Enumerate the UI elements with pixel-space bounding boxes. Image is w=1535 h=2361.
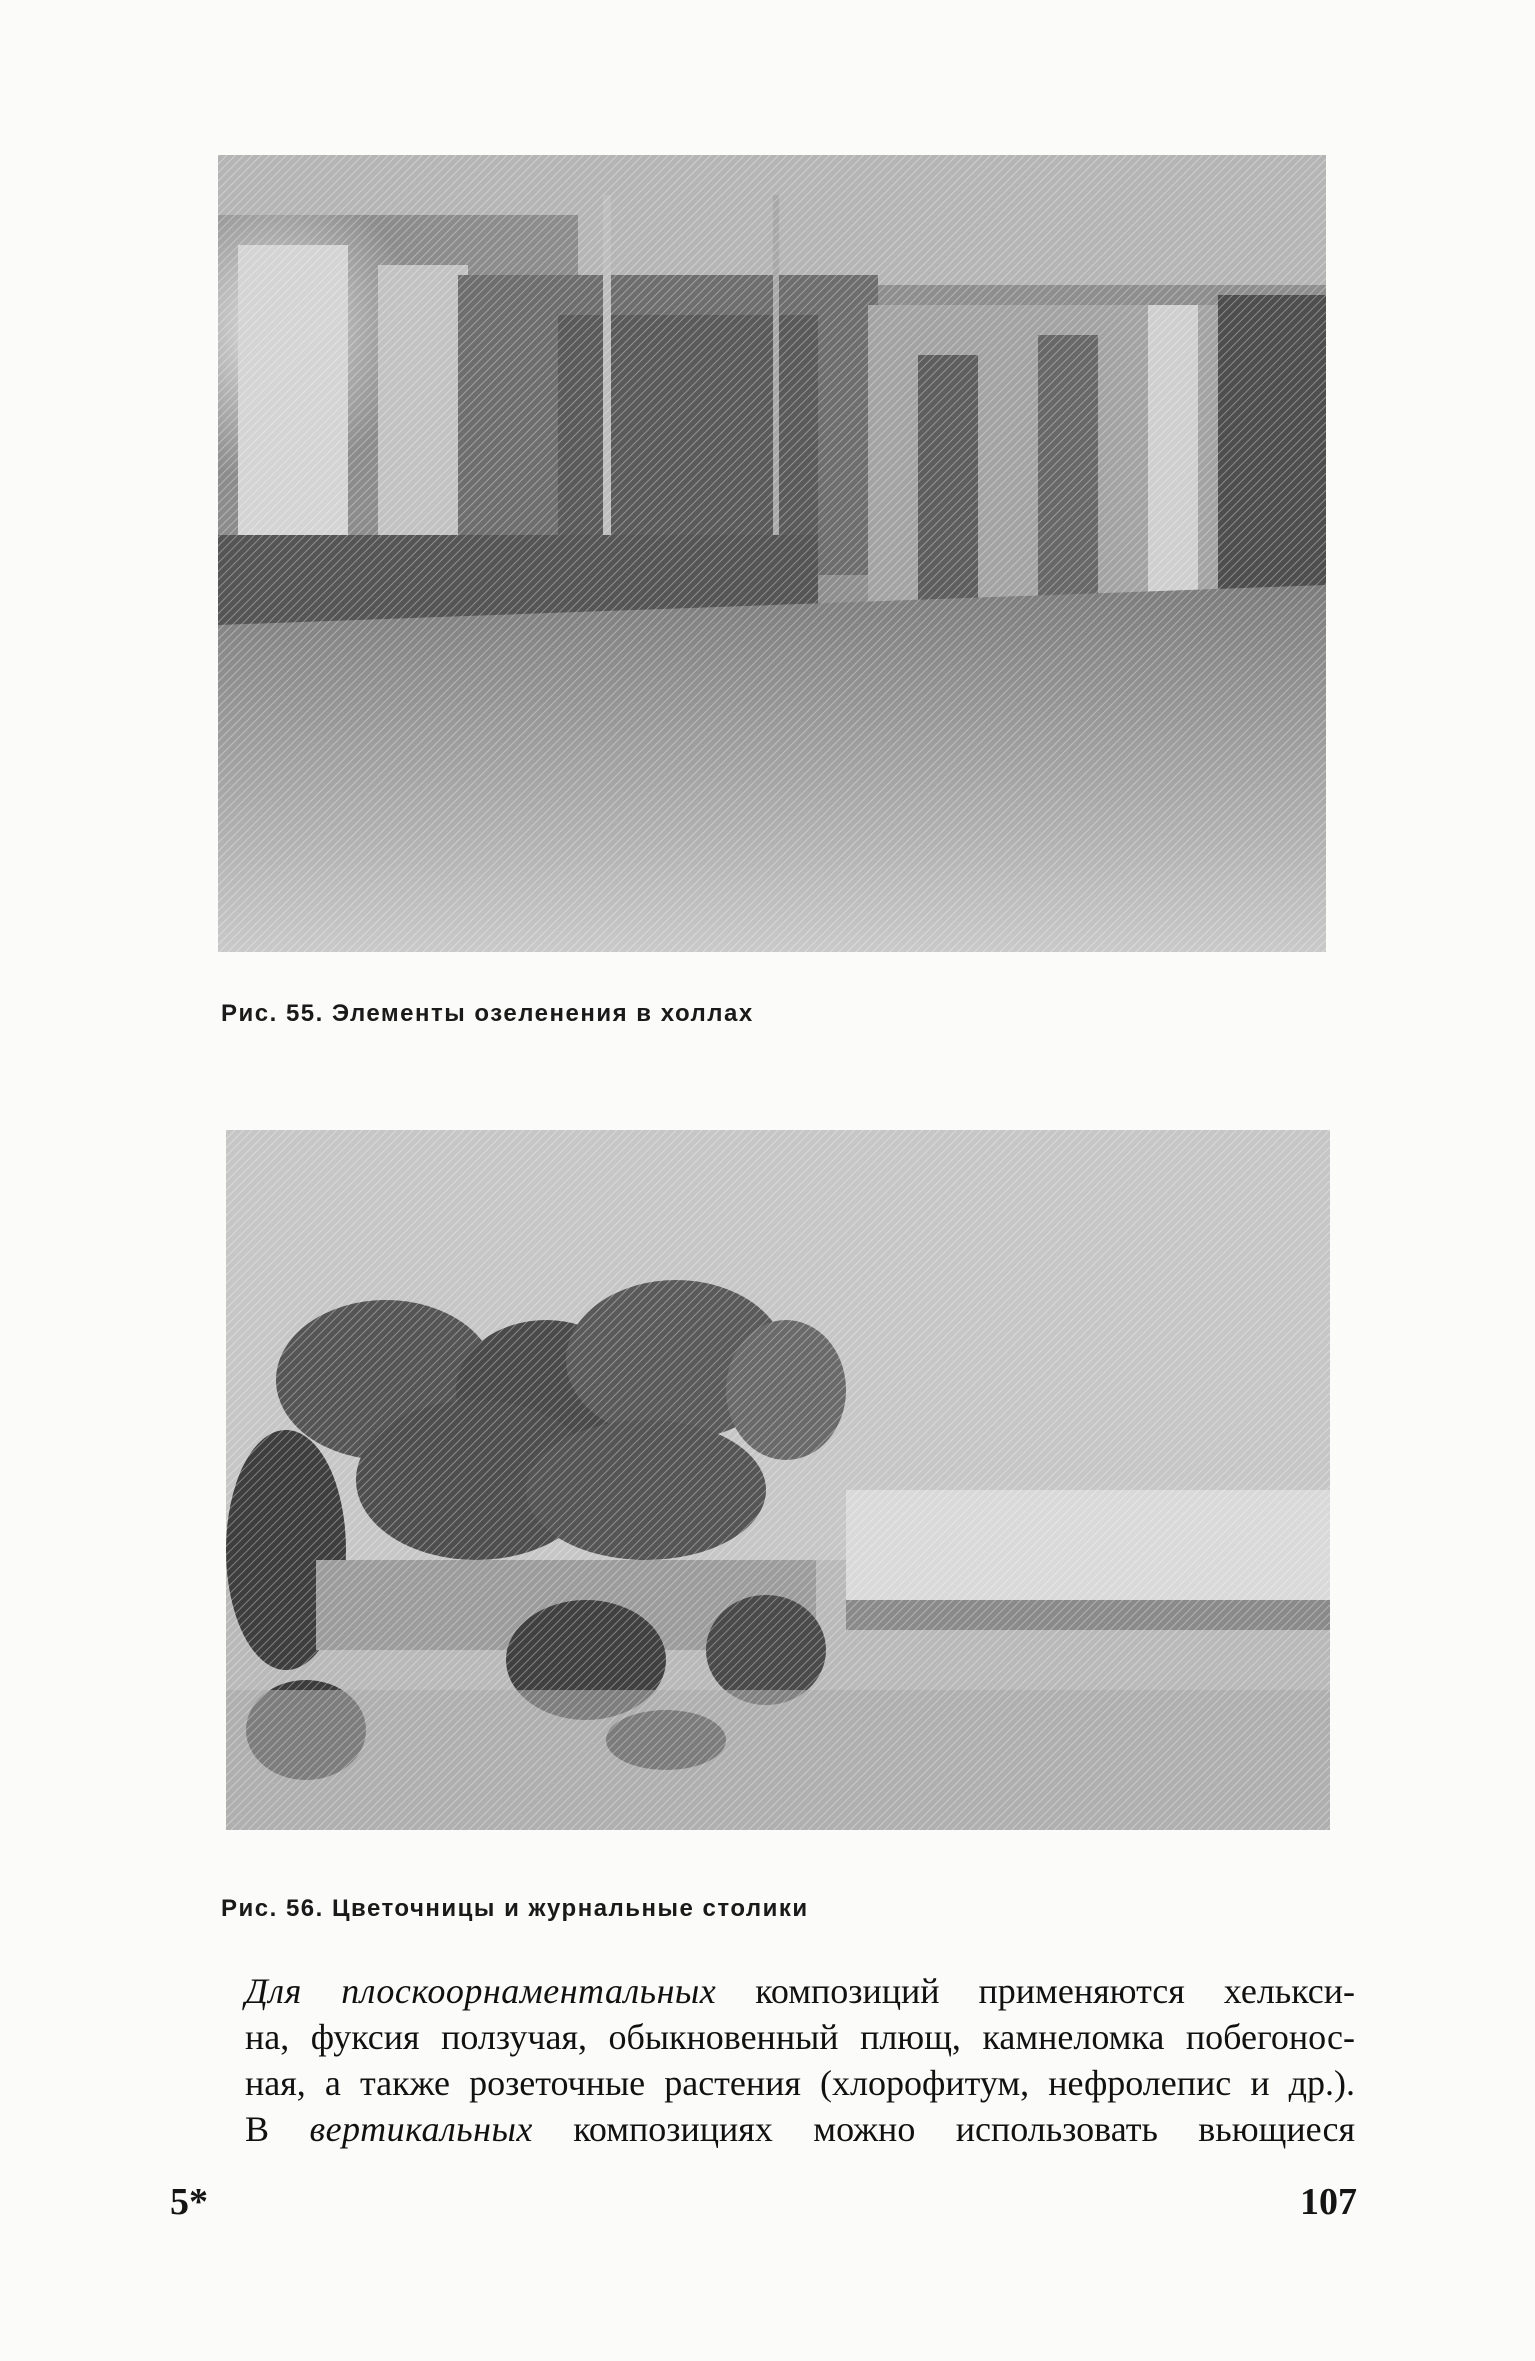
signature-mark: 5*: [170, 2181, 208, 2223]
page-number: 107: [1300, 2181, 1357, 2223]
text-run: композициях можно использовать вьющиеся: [573, 2109, 1356, 2149]
text-line: ная, а также розеточные растения (хлорофитум, нефролепис и др.).: [245, 2063, 1355, 2103]
italic-term: Для плоскоорнаментальных: [245, 1971, 717, 2011]
text-line: [183, 2106, 1355, 2152]
body-text: [183, 1968, 1355, 2152]
figure-56-caption: Рис. 56. Цветочницы и журнальные столики: [221, 1895, 809, 1922]
paragraph-2: [183, 2106, 1355, 2152]
figure-56-photo: [226, 1130, 1330, 1830]
figure-55-photo: [218, 155, 1326, 952]
hall-photo-image: [218, 155, 1326, 952]
text-run: композиций применяются хелькси-: [755, 1971, 1356, 2011]
text-line: [183, 1968, 1355, 2014]
plant-stands-photo-image: [226, 1130, 1330, 1830]
text-line: на, фуксия ползучая, обыкновенный плющ, камнеломка побегонос-: [245, 2017, 1355, 2057]
italic-term: вертикальных: [309, 2109, 533, 2149]
text-run: В: [245, 2109, 270, 2149]
figure-55-caption: Рис. 55. Элементы озеленения в холлах: [221, 1000, 754, 1027]
paragraph-1: [183, 1968, 1355, 2106]
